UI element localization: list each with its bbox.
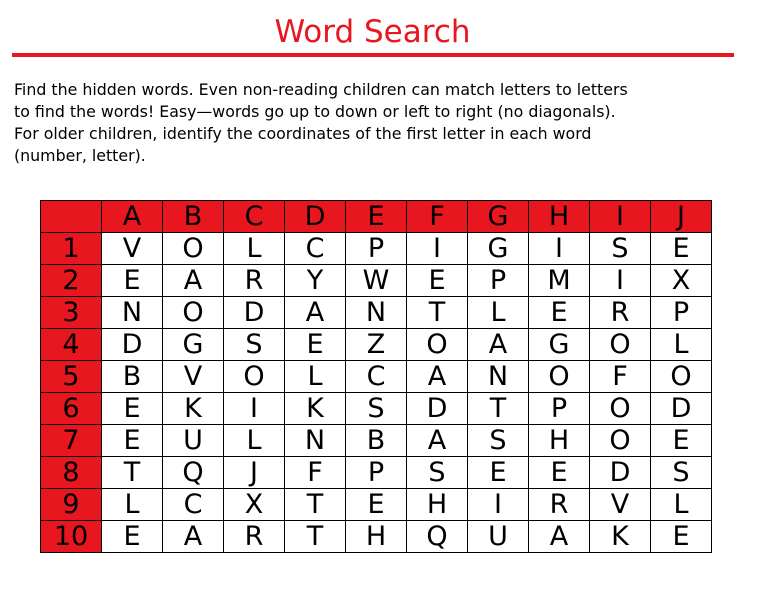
grid-cell-5-e: C	[346, 361, 407, 393]
grid-cell-8-g: E	[468, 457, 529, 489]
column-header-g: G	[468, 201, 529, 233]
grid-cell-1-b: O	[163, 233, 224, 265]
grid-cell-1-a: V	[102, 233, 163, 265]
row-header: 1	[41, 233, 102, 265]
grid-cell-10-b: A	[163, 521, 224, 553]
grid-cell-1-j: E	[651, 233, 712, 265]
grid-cell-5-j: O	[651, 361, 712, 393]
grid-cell-9-g: I	[468, 489, 529, 521]
grid-cell-5-h: O	[529, 361, 590, 393]
column-header-i: I	[590, 201, 651, 233]
grid-row	[41, 329, 712, 361]
grid-cell-4-e: Z	[346, 329, 407, 361]
instructions-line: (number, letter).	[14, 146, 146, 165]
grid-cell-3-i: R	[590, 297, 651, 329]
grid-cell-7-i: O	[590, 425, 651, 457]
grid-cell-4-j: L	[651, 329, 712, 361]
grid-cell-5-a: B	[102, 361, 163, 393]
column-header-c: C	[224, 201, 285, 233]
grid-cell-4-f: O	[407, 329, 468, 361]
row-header: 4	[41, 329, 102, 361]
grid-cell-1-f: I	[407, 233, 468, 265]
grid-cell-6-b: K	[163, 393, 224, 425]
grid-row	[41, 233, 712, 265]
grid-cell-6-i: O	[590, 393, 651, 425]
title-underline	[12, 53, 734, 57]
grid-cell-8-d: F	[285, 457, 346, 489]
grid-cell-4-a: D	[102, 329, 163, 361]
grid-cell-8-e: P	[346, 457, 407, 489]
grid-cell-10-e: H	[346, 521, 407, 553]
instructions-line: For older children, identify the coordinates of the first letter in each word	[14, 124, 592, 143]
grid-cell-8-b: Q	[163, 457, 224, 489]
grid-cell-1-h: I	[529, 233, 590, 265]
grid-cell-4-h: G	[529, 329, 590, 361]
grid-cell-9-a: L	[102, 489, 163, 521]
grid-cell-10-d: T	[285, 521, 346, 553]
column-header-d: D	[285, 201, 346, 233]
grid-cell-6-h: P	[529, 393, 590, 425]
row-header: 5	[41, 361, 102, 393]
grid-cell-2-i: I	[590, 265, 651, 297]
grid-row	[41, 361, 712, 393]
grid-row	[41, 393, 712, 425]
grid-cell-5-g: N	[468, 361, 529, 393]
grid-cell-6-c: I	[224, 393, 285, 425]
grid-cell-9-i: V	[590, 489, 651, 521]
grid-cell-6-a: E	[102, 393, 163, 425]
row-header: 9	[41, 489, 102, 521]
grid-cell-6-g: T	[468, 393, 529, 425]
grid-cell-10-a: E	[102, 521, 163, 553]
grid-row	[41, 457, 712, 489]
word-search-grid	[40, 200, 712, 553]
grid-cell-1-c: L	[224, 233, 285, 265]
grid-cell-8-j: S	[651, 457, 712, 489]
row-header: 2	[41, 265, 102, 297]
grid-cell-5-c: O	[224, 361, 285, 393]
grid-cell-1-i: S	[590, 233, 651, 265]
grid-cell-1-d: C	[285, 233, 346, 265]
grid-cell-8-f: S	[407, 457, 468, 489]
grid-cell-2-c: R	[224, 265, 285, 297]
grid-cell-2-e: W	[346, 265, 407, 297]
grid-row	[41, 425, 712, 457]
grid-cell-10-h: A	[529, 521, 590, 553]
grid-cell-3-d: A	[285, 297, 346, 329]
grid-cell-6-d: K	[285, 393, 346, 425]
grid-cell-5-f: A	[407, 361, 468, 393]
grid-cell-8-a: T	[102, 457, 163, 489]
grid-cell-10-c: R	[224, 521, 285, 553]
grid-cell-7-c: L	[224, 425, 285, 457]
grid-cell-4-b: G	[163, 329, 224, 361]
grid-row	[41, 297, 712, 329]
grid-corner	[41, 201, 102, 233]
grid-cell-9-h: R	[529, 489, 590, 521]
grid-cell-8-c: J	[224, 457, 285, 489]
grid-row	[41, 521, 712, 553]
grid-cell-3-h: E	[529, 297, 590, 329]
grid-cell-7-b: U	[163, 425, 224, 457]
grid-cell-7-d: N	[285, 425, 346, 457]
grid-cell-4-d: E	[285, 329, 346, 361]
column-header-row	[41, 201, 712, 233]
grid-cell-7-g: S	[468, 425, 529, 457]
grid-cell-10-i: K	[590, 521, 651, 553]
grid-cell-3-c: D	[224, 297, 285, 329]
grid-cell-9-d: T	[285, 489, 346, 521]
grid-cell-3-a: N	[102, 297, 163, 329]
instructions-line: to find the words! Easy—words go up to down or left to right (no diagonals).	[14, 102, 616, 121]
grid-cell-9-b: C	[163, 489, 224, 521]
grid-cell-3-g: L	[468, 297, 529, 329]
grid-cell-4-c: S	[224, 329, 285, 361]
grid-cell-10-g: U	[468, 521, 529, 553]
page-title: Word Search	[274, 14, 471, 50]
row-header: 6	[41, 393, 102, 425]
row-header: 3	[41, 297, 102, 329]
column-header-b: B	[163, 201, 224, 233]
instructions	[14, 79, 749, 167]
grid-cell-9-j: L	[651, 489, 712, 521]
grid-cell-2-b: A	[163, 265, 224, 297]
instructions-line: Find the hidden words. Even non-reading children can match letters to letters	[14, 80, 628, 99]
grid-cell-9-f: H	[407, 489, 468, 521]
grid-cell-7-f: A	[407, 425, 468, 457]
grid-cell-10-j: E	[651, 521, 712, 553]
grid-cell-6-e: S	[346, 393, 407, 425]
grid-cell-1-g: G	[468, 233, 529, 265]
grid-cell-1-e: P	[346, 233, 407, 265]
grid-cell-5-i: F	[590, 361, 651, 393]
grid-cell-2-d: Y	[285, 265, 346, 297]
grid-cell-5-b: V	[163, 361, 224, 393]
grid-cell-2-f: E	[407, 265, 468, 297]
column-header-j: J	[651, 201, 712, 233]
grid-cell-7-e: B	[346, 425, 407, 457]
row-header: 10	[41, 521, 102, 553]
grid-cell-7-j: E	[651, 425, 712, 457]
column-header-a: A	[102, 201, 163, 233]
grid-cell-6-f: D	[407, 393, 468, 425]
grid-cell-9-e: E	[346, 489, 407, 521]
grid-cell-4-i: O	[590, 329, 651, 361]
grid-cell-4-g: A	[468, 329, 529, 361]
grid-cell-2-g: P	[468, 265, 529, 297]
grid-cell-3-e: N	[346, 297, 407, 329]
column-header-h: H	[529, 201, 590, 233]
grid-cell-3-b: O	[163, 297, 224, 329]
row-header: 8	[41, 457, 102, 489]
column-header-f: F	[407, 201, 468, 233]
grid-row	[41, 265, 712, 297]
grid-cell-9-c: X	[224, 489, 285, 521]
grid-cell-7-h: H	[529, 425, 590, 457]
grid-cell-3-f: T	[407, 297, 468, 329]
column-header-e: E	[346, 201, 407, 233]
grid-cell-2-j: X	[651, 265, 712, 297]
grid-cell-8-i: D	[590, 457, 651, 489]
grid-cell-7-a: E	[102, 425, 163, 457]
grid-cell-3-j: P	[651, 297, 712, 329]
grid-cell-8-h: E	[529, 457, 590, 489]
grid-cell-10-f: Q	[407, 521, 468, 553]
grid-cell-2-a: E	[102, 265, 163, 297]
row-header: 7	[41, 425, 102, 457]
grid-cell-6-j: D	[651, 393, 712, 425]
grid-cell-2-h: M	[529, 265, 590, 297]
grid-row	[41, 489, 712, 521]
grid-cell-5-d: L	[285, 361, 346, 393]
